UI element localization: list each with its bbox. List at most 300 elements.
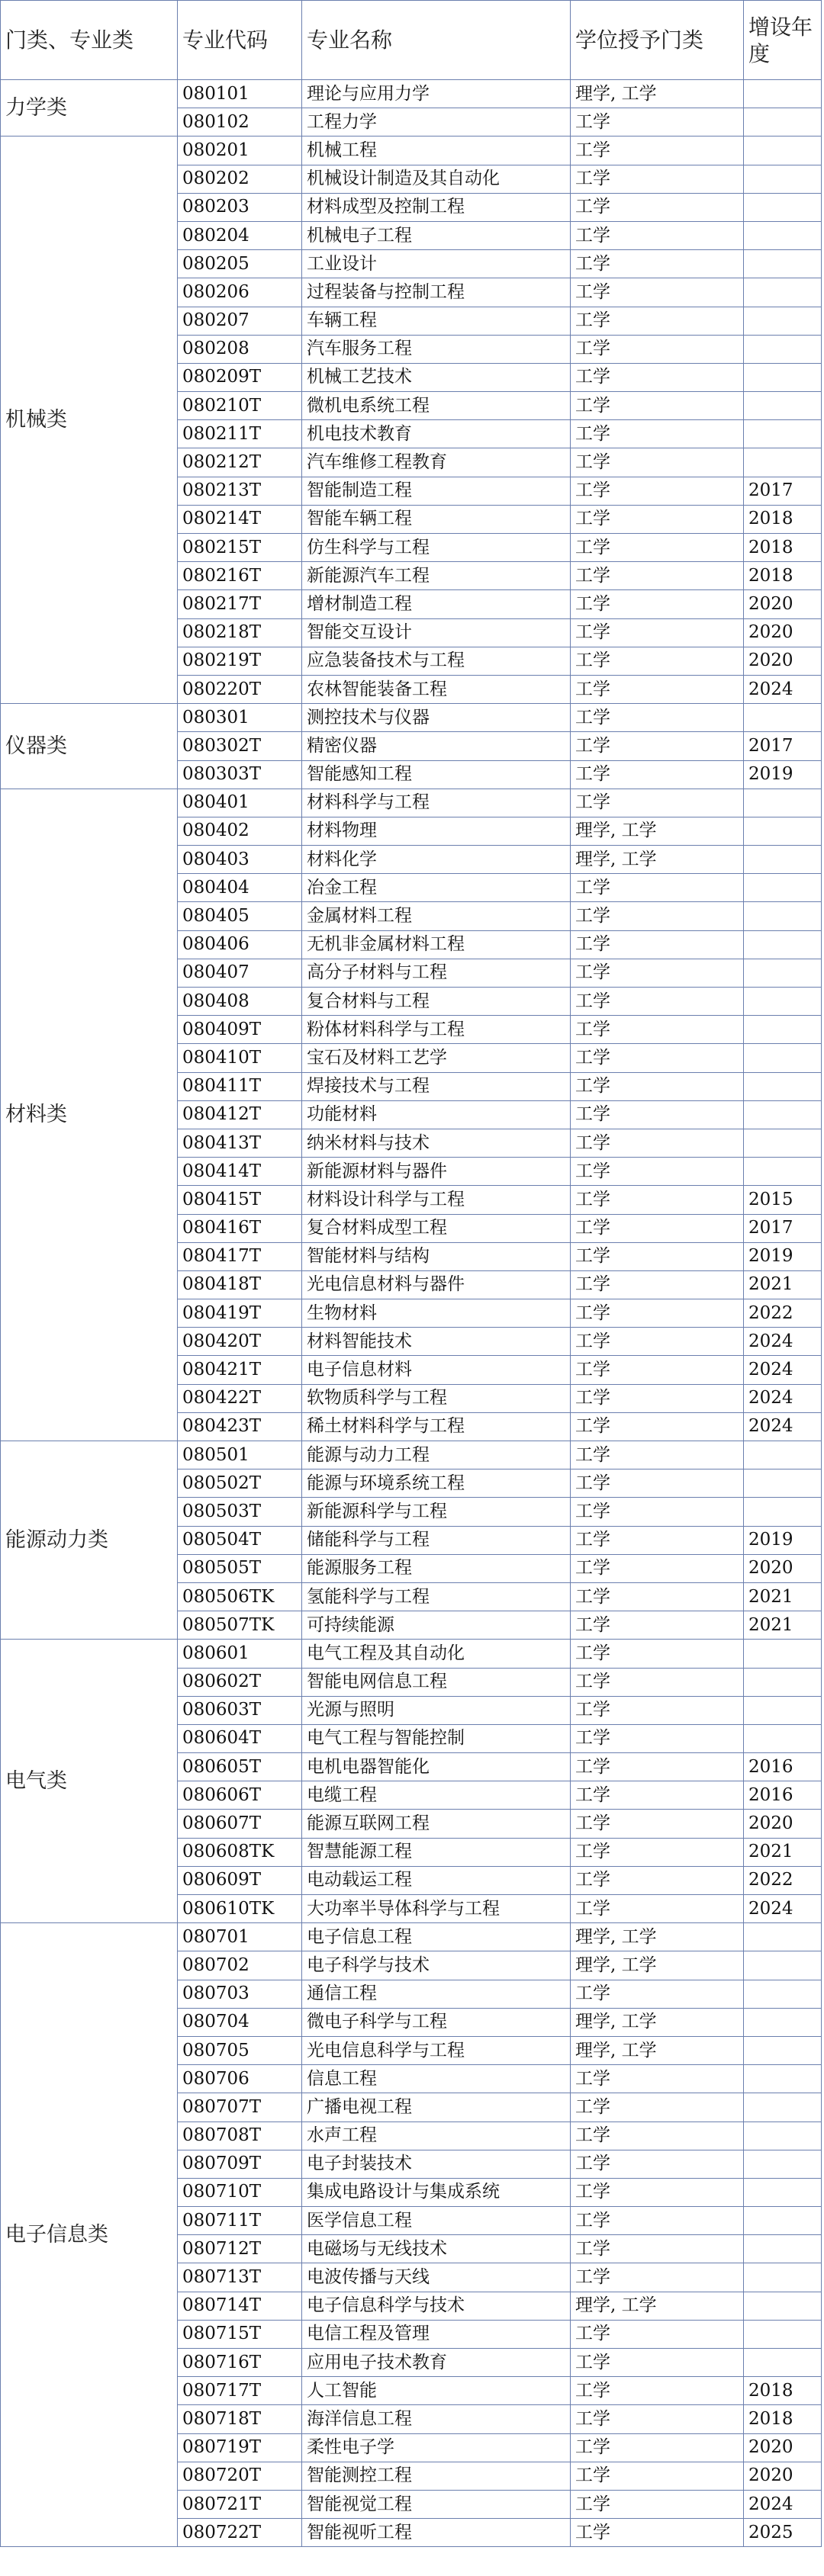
degree-category: 工学: [571, 1582, 744, 1611]
major-name: 智能视听工程: [302, 2519, 571, 2547]
major-code: 080606T: [178, 1781, 302, 1810]
degree-category: 工学: [571, 505, 744, 533]
degree-category: 工学: [571, 675, 744, 703]
major-code: 080409T: [178, 1016, 302, 1044]
major-name: 宝石及材料工艺学: [302, 1044, 571, 1072]
major-name: 车辆工程: [302, 307, 571, 335]
added-year: [744, 1951, 822, 1980]
major-code: 080709T: [178, 2150, 302, 2178]
major-name: 机械工艺技术: [302, 363, 571, 391]
major-name: 电气工程与智能控制: [302, 1724, 571, 1752]
table-row: [1, 80, 822, 108]
degree-category: 工学: [571, 2065, 744, 2093]
major-name: 微机电系统工程: [302, 392, 571, 420]
major-code: 080303T: [178, 760, 302, 789]
category-cell: 电子信息类: [1, 1923, 178, 2547]
degree-category: 工学: [571, 618, 744, 647]
added-year: [744, 165, 822, 193]
added-year: 2018: [744, 534, 822, 562]
degree-category: 工学: [571, 363, 744, 391]
major-name: 电信工程及管理: [302, 2320, 571, 2348]
degree-category: 工学: [571, 1016, 744, 1044]
added-year: [744, 221, 822, 249]
added-year: [744, 902, 822, 930]
added-year: [744, 1072, 822, 1100]
added-year: [744, 1158, 822, 1186]
major-code: 080604T: [178, 1724, 302, 1752]
added-year: [744, 704, 822, 732]
degree-category: 工学: [571, 2405, 744, 2433]
major-name: 氢能科学与工程: [302, 1582, 571, 1611]
major-name: 纳米材料与技术: [302, 1129, 571, 1157]
major-name: 电子信息工程: [302, 1923, 571, 1951]
major-code: 080707T: [178, 2093, 302, 2122]
added-year: [744, 1129, 822, 1157]
degree-category: 工学: [571, 874, 744, 902]
major-code: 080102: [178, 108, 302, 137]
added-year: 2020: [744, 1810, 822, 1838]
major-name: 机械设计制造及其自动化: [302, 165, 571, 193]
added-year: 2020: [744, 647, 822, 675]
added-year: 2024: [744, 1412, 822, 1441]
added-year: [744, 1044, 822, 1072]
major-code: 080609T: [178, 1866, 302, 1894]
degree-category: 工学: [571, 165, 744, 193]
added-year: [744, 2036, 822, 2064]
major-name: 无机非金属材料工程: [302, 930, 571, 959]
table-row: [1, 1923, 822, 1951]
major-code: 080407: [178, 959, 302, 987]
added-year: [744, 2065, 822, 2093]
header-row: [1, 1, 822, 80]
major-code: 080712T: [178, 2235, 302, 2263]
added-year: [744, 988, 822, 1016]
major-name: 应急装备技术与工程: [302, 647, 571, 675]
major-name: 储能科学与工程: [302, 1526, 571, 1554]
added-year: [744, 874, 822, 902]
added-year: [744, 250, 822, 278]
added-year: 2024: [744, 1384, 822, 1412]
major-code: 080404: [178, 874, 302, 902]
major-code: 080719T: [178, 2433, 302, 2462]
major-name: 高分子材料与工程: [302, 959, 571, 987]
major-name: 集成电路设计与集成系统: [302, 2178, 571, 2206]
major-code: 080420T: [178, 1328, 302, 1356]
major-code: 080602T: [178, 1668, 302, 1696]
degree-category: 工学: [571, 1640, 744, 1668]
added-year: 2020: [744, 2462, 822, 2490]
degree-category: 工学: [571, 1895, 744, 1923]
major-code: 080704: [178, 2008, 302, 2036]
degree-category: 工学: [571, 1044, 744, 1072]
added-year: 2017: [744, 477, 822, 505]
added-year: [744, 1469, 822, 1498]
major-code: 080218T: [178, 618, 302, 647]
degree-category: 工学: [571, 2349, 744, 2377]
major-code: 080716T: [178, 2349, 302, 2377]
degree-category: 理学, 工学: [571, 2008, 744, 2036]
degree-category: 工学: [571, 1242, 744, 1270]
major-name: 电子科学与技术: [302, 1951, 571, 1980]
degree-category: 工学: [571, 930, 744, 959]
major-code: 080706: [178, 2065, 302, 2093]
major-code: 080212T: [178, 448, 302, 477]
major-code: 080410T: [178, 1044, 302, 1072]
added-year: 2019: [744, 1242, 822, 1270]
major-code: 080421T: [178, 1356, 302, 1384]
major-name: 汽车维修工程教育: [302, 448, 571, 477]
major-code: 080403: [178, 846, 302, 874]
added-year: [744, 1923, 822, 1951]
major-name: 智能感知工程: [302, 760, 571, 789]
added-year: [744, 2122, 822, 2150]
major-name: 软物质科学与工程: [302, 1384, 571, 1412]
added-year: [744, 448, 822, 477]
degree-category: 工学: [571, 2263, 744, 2292]
degree-category: 工学: [571, 1356, 744, 1384]
added-year: 2017: [744, 1214, 822, 1242]
major-code: 080207: [178, 307, 302, 335]
category-cell: 仪器类: [1, 704, 178, 789]
major-code: 080703: [178, 1980, 302, 2008]
major-name: 微电子科学与工程: [302, 2008, 571, 2036]
added-year: 2024: [744, 1328, 822, 1356]
major-name: 汽车服务工程: [302, 335, 571, 363]
added-year: [744, 108, 822, 137]
major-name: 稀土材料科学与工程: [302, 1412, 571, 1441]
degree-category: 工学: [571, 250, 744, 278]
degree-category: 理学, 工学: [571, 1923, 744, 1951]
degree-category: 工学: [571, 562, 744, 590]
degree-category: 工学: [571, 1328, 744, 1356]
added-year: 2024: [744, 675, 822, 703]
degree-category: 工学: [571, 1270, 744, 1299]
added-year: [744, 1498, 822, 1526]
degree-category: 工学: [571, 1072, 744, 1100]
major-name: 智能车辆工程: [302, 505, 571, 533]
degree-category: 工学: [571, 137, 744, 165]
degree-category: 工学: [571, 1810, 744, 1838]
major-code: 080710T: [178, 2178, 302, 2206]
major-code: 080505T: [178, 1554, 302, 1582]
degree-category: 工学: [571, 1980, 744, 2008]
added-year: [744, 1696, 822, 1724]
degree-category: 工学: [571, 1526, 744, 1554]
added-year: 2018: [744, 505, 822, 533]
added-year: 2016: [744, 1753, 822, 1781]
degree-category: 工学: [571, 1838, 744, 1866]
major-code: 080203: [178, 193, 302, 221]
major-name: 复合材料成型工程: [302, 1214, 571, 1242]
major-code: 080219T: [178, 647, 302, 675]
added-year: [744, 2150, 822, 2178]
header-name: 专业名称: [302, 1, 571, 80]
degree-category: 工学: [571, 335, 744, 363]
added-year: [744, 2292, 822, 2320]
added-year: 2017: [744, 732, 822, 760]
added-year: [744, 959, 822, 987]
added-year: 2022: [744, 1866, 822, 1894]
major-code: 080413T: [178, 1129, 302, 1157]
major-name: 水声工程: [302, 2122, 571, 2150]
header-category: 门类、专业类: [1, 1, 178, 80]
added-year: 2025: [744, 2519, 822, 2547]
added-year: [744, 420, 822, 448]
degree-category: 工学: [571, 1498, 744, 1526]
added-year: [744, 307, 822, 335]
added-year: 2019: [744, 760, 822, 789]
added-year: [744, 1980, 822, 2008]
major-name: 农林智能装备工程: [302, 675, 571, 703]
degree-category: 工学: [571, 1158, 744, 1186]
major-name: 光电信息科学与工程: [302, 2036, 571, 2064]
major-code: 080422T: [178, 1384, 302, 1412]
major-name: 光电信息材料与器件: [302, 1270, 571, 1299]
table-row: [1, 1441, 822, 1469]
major-code: 080217T: [178, 590, 302, 618]
header-code: 专业代码: [178, 1, 302, 80]
major-code: 080502T: [178, 1469, 302, 1498]
degree-category: 工学: [571, 221, 744, 249]
major-code: 080701: [178, 1923, 302, 1951]
major-code: 080610TK: [178, 1895, 302, 1923]
major-name: 能源服务工程: [302, 1554, 571, 1582]
major-code: 080406: [178, 930, 302, 959]
degree-category: 工学: [571, 278, 744, 307]
major-name: 能源与环境系统工程: [302, 1469, 571, 1498]
major-code: 080605T: [178, 1753, 302, 1781]
degree-category: 工学: [571, 2320, 744, 2348]
degree-category: 工学: [571, 2462, 744, 2490]
major-code: 080201: [178, 137, 302, 165]
degree-category: 工学: [571, 477, 744, 505]
major-name: 工程力学: [302, 108, 571, 137]
major-name: 能源互联网工程: [302, 1810, 571, 1838]
major-name: 智能电网信息工程: [302, 1668, 571, 1696]
major-code: 080211T: [178, 420, 302, 448]
major-code: 080705: [178, 2036, 302, 2064]
degree-category: 工学: [571, 307, 744, 335]
major-code: 080408: [178, 988, 302, 1016]
degree-category: 工学: [571, 1781, 744, 1810]
major-name: 精密仪器: [302, 732, 571, 760]
major-name: 电磁场与无线技术: [302, 2235, 571, 2263]
major-code: 080503T: [178, 1498, 302, 1526]
degree-category: 理学, 工学: [571, 80, 744, 108]
degree-category: 工学: [571, 108, 744, 137]
category-cell: 材料类: [1, 789, 178, 1441]
major-name: 医学信息工程: [302, 2207, 571, 2235]
major-name: 焊接技术与工程: [302, 1072, 571, 1100]
major-name: 工业设计: [302, 250, 571, 278]
major-code: 080506TK: [178, 1582, 302, 1611]
added-year: [744, 2235, 822, 2263]
added-year: [744, 1724, 822, 1752]
major-code: 080414T: [178, 1158, 302, 1186]
degree-category: 工学: [571, 2150, 744, 2178]
major-code: 080415T: [178, 1186, 302, 1214]
degree-category: 工学: [571, 1214, 744, 1242]
degree-category: 工学: [571, 2235, 744, 2263]
added-year: [744, 2008, 822, 2036]
major-name: 电机电器智能化: [302, 1753, 571, 1781]
added-year: [744, 278, 822, 307]
added-year: 2019: [744, 1526, 822, 1554]
major-code: 080418T: [178, 1270, 302, 1299]
major-code: 080607T: [178, 1810, 302, 1838]
major-code: 080101: [178, 80, 302, 108]
added-year: [744, 2207, 822, 2235]
added-year: [744, 1640, 822, 1668]
major-code: 080608TK: [178, 1838, 302, 1866]
added-year: 2021: [744, 1611, 822, 1640]
added-year: [744, 846, 822, 874]
major-name: 仿生科学与工程: [302, 534, 571, 562]
major-name: 电动载运工程: [302, 1866, 571, 1894]
degree-category: 工学: [571, 1753, 744, 1781]
major-code: 080301: [178, 704, 302, 732]
major-name: 理论与应用力学: [302, 80, 571, 108]
major-name: 电子信息材料: [302, 1356, 571, 1384]
added-year: [744, 363, 822, 391]
degree-category: 工学: [571, 193, 744, 221]
major-name: 金属材料工程: [302, 902, 571, 930]
major-code: 080215T: [178, 534, 302, 562]
added-year: [744, 2263, 822, 2292]
major-code: 080507TK: [178, 1611, 302, 1640]
degree-category: 工学: [571, 959, 744, 987]
degree-category: 理学, 工学: [571, 846, 744, 874]
major-code: 080708T: [178, 2122, 302, 2150]
major-code: 080411T: [178, 1072, 302, 1100]
added-year: [744, 1668, 822, 1696]
added-year: 2020: [744, 2433, 822, 2462]
degree-category: 理学, 工学: [571, 2292, 744, 2320]
major-code: 080721T: [178, 2490, 302, 2518]
added-year: [744, 193, 822, 221]
major-code: 080717T: [178, 2377, 302, 2405]
major-code: 080417T: [178, 1242, 302, 1270]
major-name: 材料智能技术: [302, 1328, 571, 1356]
major-code: 080214T: [178, 505, 302, 533]
major-name: 智能视觉工程: [302, 2490, 571, 2518]
major-code: 080419T: [178, 1299, 302, 1328]
added-year: 2020: [744, 618, 822, 647]
degree-category: 工学: [571, 2377, 744, 2405]
degree-category: 工学: [571, 2519, 744, 2547]
category-cell: 电气类: [1, 1640, 178, 1923]
degree-category: 工学: [571, 1724, 744, 1752]
degree-category: 工学: [571, 420, 744, 448]
major-code: 080202: [178, 165, 302, 193]
added-year: [744, 392, 822, 420]
major-code: 080718T: [178, 2405, 302, 2433]
degree-category: 理学, 工学: [571, 2036, 744, 2064]
degree-category: 理学, 工学: [571, 1951, 744, 1980]
degree-category: 工学: [571, 732, 744, 760]
major-name: 电气工程及其自动化: [302, 1640, 571, 1668]
major-name: 新能源汽车工程: [302, 562, 571, 590]
major-name: 复合材料与工程: [302, 988, 571, 1016]
degree-category: 工学: [571, 1611, 744, 1640]
degree-category: 工学: [571, 1100, 744, 1129]
table-row: [1, 704, 822, 732]
major-name: 机械电子工程: [302, 221, 571, 249]
major-name: 海洋信息工程: [302, 2405, 571, 2433]
header-degree: 学位授予门类: [571, 1, 744, 80]
degree-category: 工学: [571, 1866, 744, 1894]
degree-category: 工学: [571, 988, 744, 1016]
table-row: [1, 1640, 822, 1668]
header-year: 增设年度: [744, 1, 822, 80]
major-name: 新能源科学与工程: [302, 1498, 571, 1526]
category-cell: 能源动力类: [1, 1441, 178, 1640]
added-year: 2024: [744, 1356, 822, 1384]
degree-category: 工学: [571, 392, 744, 420]
major-name: 电缆工程: [302, 1781, 571, 1810]
degree-category: 工学: [571, 2490, 744, 2518]
added-year: [744, 2178, 822, 2206]
degree-category: 工学: [571, 534, 744, 562]
major-code: 080711T: [178, 2207, 302, 2235]
degree-category: 工学: [571, 789, 744, 817]
degree-category: 工学: [571, 2178, 744, 2206]
major-code: 080603T: [178, 1696, 302, 1724]
major-code: 080220T: [178, 675, 302, 703]
major-code: 080715T: [178, 2320, 302, 2348]
major-name: 过程装备与控制工程: [302, 278, 571, 307]
major-name: 广播电视工程: [302, 2093, 571, 2122]
degree-category: 工学: [571, 2093, 744, 2122]
degree-category: 工学: [571, 448, 744, 477]
added-year: [744, 2093, 822, 2122]
major-code: 080405: [178, 902, 302, 930]
added-year: 2024: [744, 1895, 822, 1923]
category-cell: 机械类: [1, 137, 178, 704]
degree-category: 工学: [571, 1469, 744, 1498]
degree-category: 工学: [571, 1554, 744, 1582]
degree-category: 工学: [571, 1696, 744, 1724]
degree-category: 工学: [571, 1384, 744, 1412]
major-code: 080601: [178, 1640, 302, 1668]
major-name: 信息工程: [302, 2065, 571, 2093]
degree-category: 理学, 工学: [571, 817, 744, 845]
major-code: 080205: [178, 250, 302, 278]
added-year: 2020: [744, 1554, 822, 1582]
major-code: 080720T: [178, 2462, 302, 2490]
major-code: 080210T: [178, 392, 302, 420]
major-code: 080204: [178, 221, 302, 249]
degree-category: 工学: [571, 1412, 744, 1441]
major-name: 材料物理: [302, 817, 571, 845]
major-name: 电子封装技术: [302, 2150, 571, 2178]
major-name: 应用电子技术教育: [302, 2349, 571, 2377]
added-year: 2020: [744, 590, 822, 618]
major-name: 粉体材料科学与工程: [302, 1016, 571, 1044]
major-code: 080412T: [178, 1100, 302, 1129]
degree-category: 工学: [571, 1299, 744, 1328]
added-year: 2021: [744, 1270, 822, 1299]
major-code: 080504T: [178, 1526, 302, 1554]
major-code: 080402: [178, 817, 302, 845]
added-year: [744, 1100, 822, 1129]
degree-category: 工学: [571, 2207, 744, 2235]
degree-category: 工学: [571, 1186, 744, 1214]
degree-category: 工学: [571, 1441, 744, 1469]
added-year: 2018: [744, 2377, 822, 2405]
category-cell: 力学类: [1, 80, 178, 137]
major-code: 080208: [178, 335, 302, 363]
